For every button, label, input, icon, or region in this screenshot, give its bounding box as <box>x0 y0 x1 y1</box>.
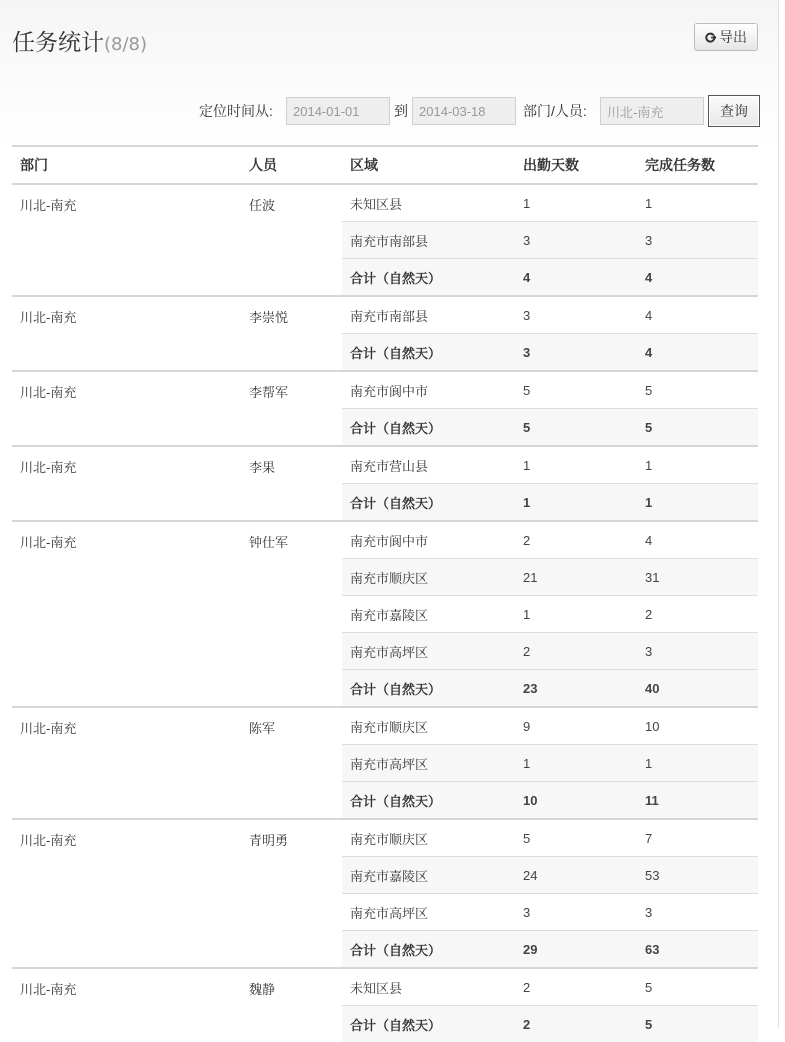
tasks-cell: 4 <box>637 259 758 297</box>
column-header-days: 出勤天数 <box>515 146 637 184</box>
area-cell: 未知区县 <box>342 968 515 1006</box>
table-row <box>12 707 758 745</box>
days-cell: 21 <box>515 559 637 596</box>
tasks-cell: 4 <box>637 296 758 334</box>
person-cell: 陈军 <box>241 707 342 819</box>
tasks-cell: 5 <box>637 409 758 447</box>
dept-person-label: 部门/人员: <box>523 97 587 125</box>
area-cell: 南充市顺庆区 <box>342 707 515 745</box>
date-to-input[interactable] <box>412 97 516 125</box>
days-cell: 4 <box>515 259 637 297</box>
dept-cell: 川北-南充 <box>12 707 241 819</box>
tasks-cell: 1 <box>637 446 758 484</box>
dept-cell: 川北-南充 <box>12 446 241 521</box>
tasks-cell: 5 <box>637 1006 758 1042</box>
table-row <box>12 968 758 1006</box>
person-cell: 任波 <box>241 184 342 296</box>
days-cell: 5 <box>515 819 637 857</box>
table-row <box>12 446 758 484</box>
tasks-cell: 5 <box>637 371 758 409</box>
area-cell: 南充市嘉陵区 <box>342 857 515 894</box>
days-cell: 3 <box>515 222 637 259</box>
person-cell: 青明勇 <box>241 819 342 968</box>
area-cell: 南充市高坪区 <box>342 894 515 931</box>
table-row <box>12 184 758 222</box>
tasks-cell: 4 <box>637 334 758 372</box>
tasks-cell: 40 <box>637 670 758 708</box>
export-button[interactable] <box>694 23 758 51</box>
record-count: (8/8) <box>104 34 147 55</box>
area-cell: 未知区县 <box>342 184 515 222</box>
tasks-cell: 2 <box>637 596 758 633</box>
area-cell: 南充市嘉陵区 <box>342 596 515 633</box>
tasks-cell: 3 <box>637 633 758 670</box>
days-cell: 29 <box>515 931 637 969</box>
area-cell: 南充市南部县 <box>342 296 515 334</box>
table-body <box>12 184 758 1042</box>
days-cell: 24 <box>515 857 637 894</box>
days-cell: 1 <box>515 184 637 222</box>
person-cell: 钟仕军 <box>241 521 342 707</box>
days-cell: 2 <box>515 521 637 559</box>
area-cell: 合计（自然天） <box>342 931 515 969</box>
days-cell: 3 <box>515 334 637 372</box>
table-row <box>12 371 758 409</box>
area-cell: 合计（自然天） <box>342 409 515 447</box>
days-cell: 5 <box>515 371 637 409</box>
query-button[interactable]: 查询 <box>708 95 760 127</box>
export-label: 导出 <box>719 27 747 47</box>
dept-person-input[interactable] <box>600 97 704 125</box>
days-cell: 2 <box>515 633 637 670</box>
area-cell: 合计（自然天） <box>342 259 515 297</box>
page-title-text: 任务统计 <box>12 30 104 56</box>
tasks-cell: 1 <box>637 484 758 522</box>
tasks-cell: 3 <box>637 222 758 259</box>
days-cell: 1 <box>515 745 637 782</box>
column-header-person: 人员 <box>241 146 342 184</box>
tasks-cell: 53 <box>637 857 758 894</box>
dept-cell: 川北-南充 <box>12 819 241 968</box>
days-cell: 3 <box>515 894 637 931</box>
area-cell: 合计（自然天） <box>342 484 515 522</box>
days-cell: 3 <box>515 296 637 334</box>
area-cell: 南充市阆中市 <box>342 371 515 409</box>
area-cell: 合计（自然天） <box>342 334 515 372</box>
date-from-input[interactable] <box>286 97 390 125</box>
time-from-label: 定位时间从: <box>199 97 273 125</box>
tasks-cell: 11 <box>637 782 758 820</box>
dept-cell: 川北-南充 <box>12 521 241 707</box>
person-cell: 李果 <box>241 446 342 521</box>
area-cell: 合计（自然天） <box>342 782 515 820</box>
tasks-cell: 7 <box>637 819 758 857</box>
page-title <box>12 24 147 57</box>
person-cell: 李帮军 <box>241 371 342 446</box>
table-row <box>12 296 758 334</box>
stats-table <box>12 145 758 1042</box>
table-row <box>12 521 758 559</box>
column-header-area: 区域 <box>342 146 515 184</box>
dept-cell: 川北-南充 <box>12 184 241 296</box>
tasks-cell: 3 <box>637 894 758 931</box>
days-cell: 2 <box>515 1006 637 1042</box>
tasks-cell: 31 <box>637 559 758 596</box>
column-header-tasks: 完成任务数 <box>637 146 758 184</box>
dept-cell: 川北-南充 <box>12 968 241 1042</box>
area-cell: 南充市高坪区 <box>342 633 515 670</box>
area-cell: 南充市高坪区 <box>342 745 515 782</box>
column-header-dept: 部门 <box>12 146 241 184</box>
days-cell: 10 <box>515 782 637 820</box>
export-icon <box>705 32 716 43</box>
table-header-row <box>12 146 758 184</box>
person-cell: 李崇悦 <box>241 296 342 371</box>
area-cell: 合计（自然天） <box>342 670 515 708</box>
tasks-cell: 1 <box>637 184 758 222</box>
person-cell: 魏静 <box>241 968 342 1042</box>
tasks-cell: 1 <box>637 745 758 782</box>
area-cell: 南充市顺庆区 <box>342 559 515 596</box>
days-cell: 23 <box>515 670 637 708</box>
days-cell: 2 <box>515 968 637 1006</box>
table-row <box>12 819 758 857</box>
days-cell: 5 <box>515 409 637 447</box>
date-to-label: 到 <box>394 97 408 125</box>
area-cell: 合计（自然天） <box>342 1006 515 1042</box>
days-cell: 1 <box>515 484 637 522</box>
tasks-cell: 5 <box>637 968 758 1006</box>
days-cell: 9 <box>515 707 637 745</box>
panel-header <box>0 0 778 145</box>
tasks-cell: 10 <box>637 707 758 745</box>
days-cell: 1 <box>515 596 637 633</box>
tasks-cell: 63 <box>637 931 758 969</box>
area-cell: 南充市顺庆区 <box>342 819 515 857</box>
dept-cell: 川北-南充 <box>12 371 241 446</box>
days-cell: 1 <box>515 446 637 484</box>
tasks-cell: 4 <box>637 521 758 559</box>
area-cell: 南充市南部县 <box>342 222 515 259</box>
area-cell: 南充市阆中市 <box>342 521 515 559</box>
area-cell: 南充市营山县 <box>342 446 515 484</box>
dept-cell: 川北-南充 <box>12 296 241 371</box>
